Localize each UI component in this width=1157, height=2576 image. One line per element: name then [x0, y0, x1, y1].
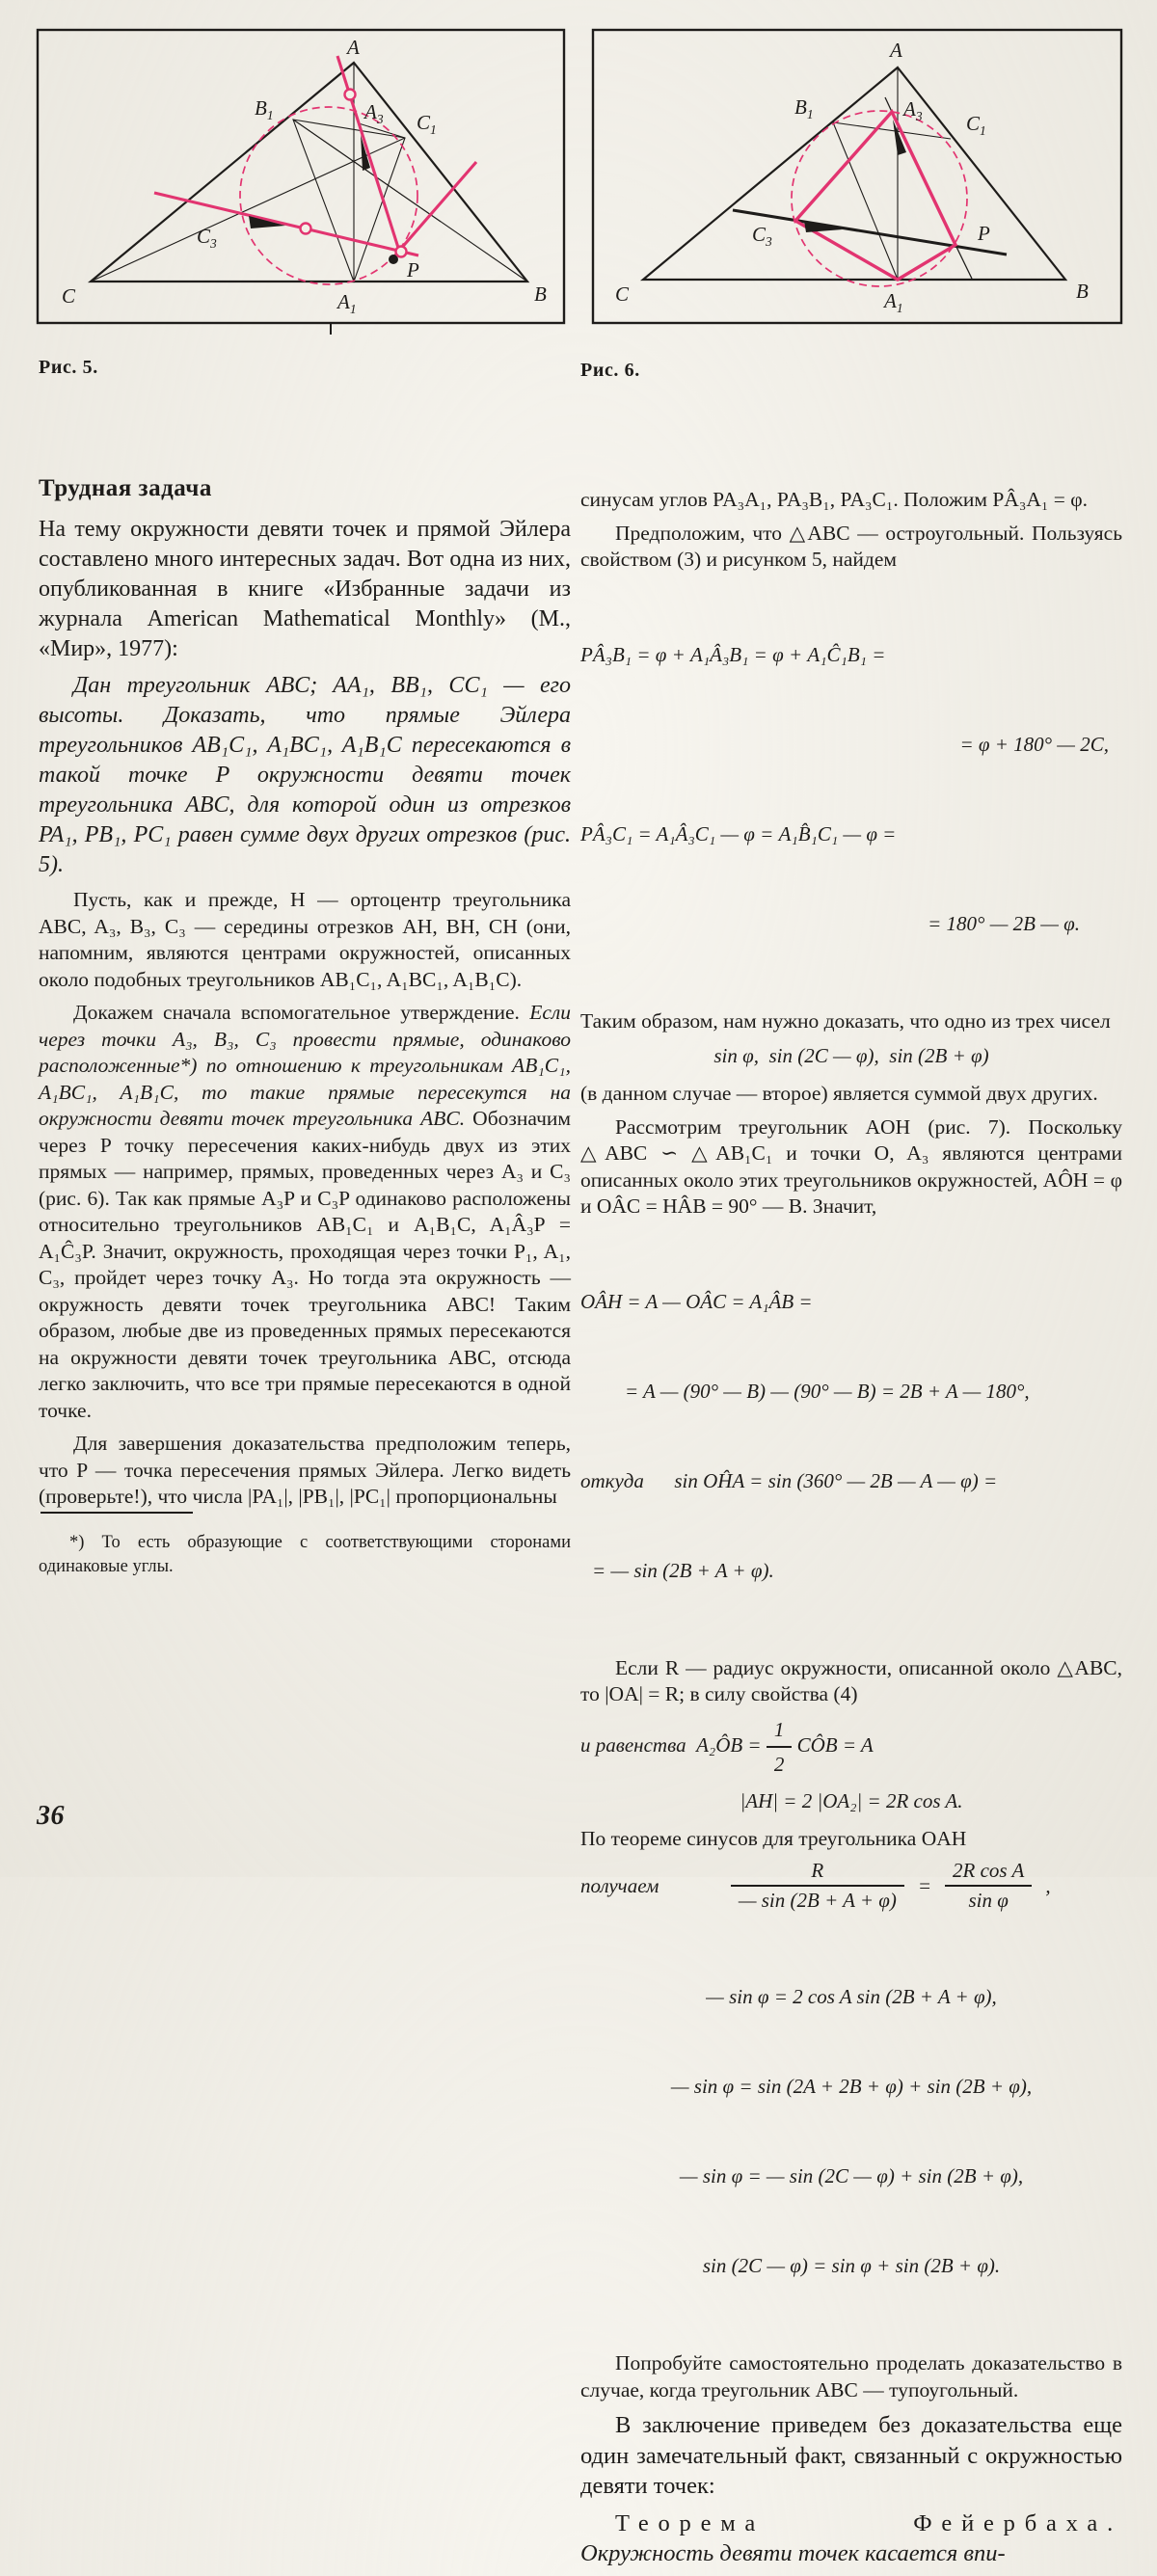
marker-on-line-a3 [345, 90, 356, 100]
eq-lead-word: получаем [580, 1873, 659, 1897]
label-p: P [407, 258, 419, 282]
theorem-statement: Окружность девяти точек касается впи- [580, 2540, 1006, 2566]
paragraph-orthocenter: Пусть, как и прежде, H — ортоцентр треугольника ABC, A₃, B₃, C₃ — середины отрезков AH, BH, CH (они, напомним, являются центрами окружностей, описанных около подобных треугольников AB₁C₁, A₁BC₁, A₁B₁C). [39, 888, 571, 991]
label-a3: $A_3$ [364, 100, 384, 126]
paragraph-completion: Для завершения доказательства предположим теперь, что P — точка пересечения прямых Эйлера. Легко видеть (проверьте!), что числа |PA₁|, |PB₁|, |PC₁| пропорциональны [39, 1432, 571, 1508]
equals-sign: = [917, 1873, 932, 1897]
figure-6 [590, 27, 1124, 326]
footnote: *) То есть образующие с соответствующими сторонами одинаковые углы. [39, 1533, 571, 1576]
pink-quadrilateral [795, 112, 955, 280]
label-b: B [1076, 280, 1089, 303]
label-a3: $A_3$ [903, 97, 923, 123]
paragraph-sine-theorem: По теореме синусов для треугольника OAH [580, 1826, 967, 1850]
label-b: B [534, 282, 547, 306]
label-c: C [615, 282, 630, 306]
eq-line: откуда sin OĤA = sin (360° — 2B — A — φ) = [580, 1468, 998, 1492]
label-c1: $C_1$ [966, 112, 986, 138]
equation-three-sines: sin φ, sin (2C — φ), sin (2B + φ) [713, 1044, 989, 1067]
equation-sine-rule-fractions [580, 1859, 1122, 1913]
figure-5-drawing [35, 27, 567, 326]
paragraph-problem-statement: Дан треугольник ABC; AA₁, BB₁, CC₁ — его высоты. Доказать, что прямые Эйлера треугольников AB₁C₁, A₁BC₁, A₁B₁C пересекаются в такой точке P окружности девяти точек треугольника ABC, для которой один из отрезков PA₁, PB₁, PC₁ равен сумме двух других отрезков (рис. 5). [39, 673, 571, 877]
figure-frame [38, 30, 564, 323]
paragraph-intro: На тему окружности девяти точек и прямой Эйлера составлено много интересных задач. Вот одна из них, опубликованная в книге «Избранные задачи из журнала American Mathematical Monthly» (М., «Мир», 1977): [39, 517, 571, 661]
paragraph-triangle-aoh: Рассмотрим треугольник AOH (рис. 7). Поскольку △ABC ∽ △AB₁C₁ и точки O, A₃ являются центрами описанных около этих треугольников окружностей, AÔH = φ и OÂC = HÂB = 90° — B. Значит, [580, 1114, 1122, 1218]
left-column [39, 474, 571, 1517]
paragraph-feuerbach [580, 2509, 1122, 2569]
paragraph-radius: Если R — радиус окружности, описанной около △ABC, то |OA| = R; в силу свойства (4) [580, 1655, 1122, 1705]
eq-line: PÂ₃C₁ = A₁Â₃C₁ — φ = A₁B̂₁C₁ — φ = [580, 821, 897, 845]
label-b1: $B_1$ [255, 96, 274, 122]
right-column [580, 487, 1122, 2576]
paragraph-assume-acute: Предположим, что △ABC — остроугольный. Пользуясь свойством (3) и рисунком 5, найдем [580, 521, 1122, 571]
equation-block-1 [580, 580, 1122, 999]
fraction-numerator: 2R cos A [945, 1859, 1032, 1887]
euler-line-b3 [399, 162, 476, 251]
fraction-one-half [767, 1715, 793, 1779]
euler-line-c3 [154, 193, 418, 255]
paragraph-need-to-prove: Таким образом, нам нужно доказать, что одно из трех чисел [580, 1008, 1111, 1033]
fraction-right [945, 1859, 1032, 1913]
label-a1: $A_1$ [884, 289, 903, 315]
label-c: C [62, 284, 76, 308]
marker-on-line-c3 [301, 224, 311, 234]
caption-fig5: Рис. 5. [39, 357, 98, 378]
label-a: A [347, 36, 360, 59]
eq-line: = 180° — 2B — φ. [928, 911, 1080, 935]
equation-ah: |AH| = 2 |OA₂| = 2R cos A. [740, 1788, 963, 1812]
eq-line: — sin φ = 2 cos A sin (2B + A + φ), [706, 1985, 997, 2008]
comma: , [1045, 1873, 1051, 1897]
fraction-denominator: — sin (2B + A + φ) [738, 1889, 897, 1912]
fraction-denominator: 2 [773, 1752, 785, 1776]
label-a: A [890, 39, 902, 62]
label-a1: $A_1$ [337, 290, 357, 316]
equation-half-angle [580, 1715, 1122, 1779]
lemma-lead: Докажем сначала вспомогательное утверждение. [73, 1001, 530, 1024]
fraction-numerator: R [731, 1859, 904, 1887]
label-b1: $B_1$ [794, 95, 814, 121]
eq-line: PÂ₃B₁ = φ + A₁Â₃B₁ = φ + A₁Ĉ₁B₁ = [580, 642, 886, 666]
lemma-proof: Обозначим через P точку пересечения каких-нибудь двух из этих прямых — например, прямых, проведенных через A₃ и C₃ (рис. 6). Так как прямые A₃P и C₃P одинаково расположены относительно треугольников AB₁C₁ и A₁B₁C, A₁Â₃P = A₁Ĉ₃P. Значит, окружность, проходящая через точки P₁, A₁, C₃, пройдет через точку A₃. Но тогда эта окружность — окружность девяти точек треугольника ABC! Таким образом, любые две из проведенных прямых пересекаются на окружности девяти точек треугольника ABC, отсюда легко заключить, что все три прямые пересекаются в одной точке. [39, 1107, 572, 1422]
equation-block-3 [580, 1922, 1122, 2341]
paragraph-try-yourself: Попробуйте самостоятельно проделать доказательство в случае, когда треугольник ABC — тупоугольный. [580, 2351, 1122, 2402]
eq-line: sin (2C — φ) = sin φ + sin (2B + φ). [702, 2254, 1001, 2277]
eq-text: CÔB = A [792, 1732, 874, 1757]
figure-5 [35, 27, 567, 326]
line-ext-above-a3 [885, 97, 892, 112]
euler-line-a3 [337, 56, 399, 251]
paragraph-conclusion: В заключение приведем без доказательства еще один замечательный факт, связанный с окружностью девяти точек: [580, 2412, 1122, 2499]
caption-fig6: Рис. 6. [580, 360, 640, 381]
chord-b1-b3 [293, 120, 441, 222]
figure-6-drawing [590, 27, 1124, 326]
orthic-triangle [293, 120, 405, 282]
triangle-abc [91, 63, 527, 282]
label-p: P [978, 222, 990, 245]
label-c3: $C_3$ [197, 225, 217, 251]
fraction-denominator: sin φ [968, 1889, 1009, 1912]
chord-b1-c1 [833, 122, 951, 139]
chord-b1-a1 [833, 122, 898, 280]
lemma-statement: Если через точки A₃, B₃, C₃ провести прямые, одинаково расположенные*) по отношению к треугольникам AB₁C₁, A₁BC₁, A₁B₁C, то такие прямые пересекутся на окружности девяти точек треугольника ABC. [39, 1001, 571, 1130]
theorem-name: Теорема Фейербаха. [615, 2509, 1122, 2536]
marker-p [396, 247, 407, 257]
label-c1: $C_1$ [417, 111, 437, 137]
footnote-rule [40, 1512, 193, 1514]
eq-line: — sin φ = sin (2A + 2B + φ) + sin (2B + φ), [670, 2075, 1033, 2098]
eq-line: = A — (90° — B) — (90° — B) = 2B + A — 180°, [625, 1379, 1030, 1403]
equation-block-2 [580, 1227, 1122, 1646]
label-c3: $C_3$ [752, 223, 772, 249]
eq-line: — sin φ = — sin (2C — φ) + sin (2B + φ), [679, 2164, 1024, 2187]
fraction-numerator: 1 [767, 1715, 793, 1748]
paragraph-lemma [39, 1000, 571, 1424]
section-heading: Трудная задача [39, 475, 212, 501]
fractions-group [659, 1859, 1122, 1913]
paragraph-sines: синусам углов PA₃A₁, PA₃B₁, PA₃C₁. Положим PÂ₃A₁ = φ. [580, 488, 1089, 511]
paragraph-second-is-sum: (в данном случае — второе) является суммой двух других. [580, 1082, 1098, 1105]
eq-line: OÂH = A — OÂC = A₁ÂB = [580, 1289, 813, 1313]
eq-line: = φ + 180° — 2C, [959, 732, 1109, 756]
eq-line: = — sin (2B + A + φ). [592, 1558, 774, 1582]
registration-tick [330, 324, 332, 335]
fraction-left [731, 1859, 904, 1913]
eq-text: и равенства A₂ÔB = [580, 1732, 767, 1757]
page-number: 36 [37, 1801, 66, 1831]
